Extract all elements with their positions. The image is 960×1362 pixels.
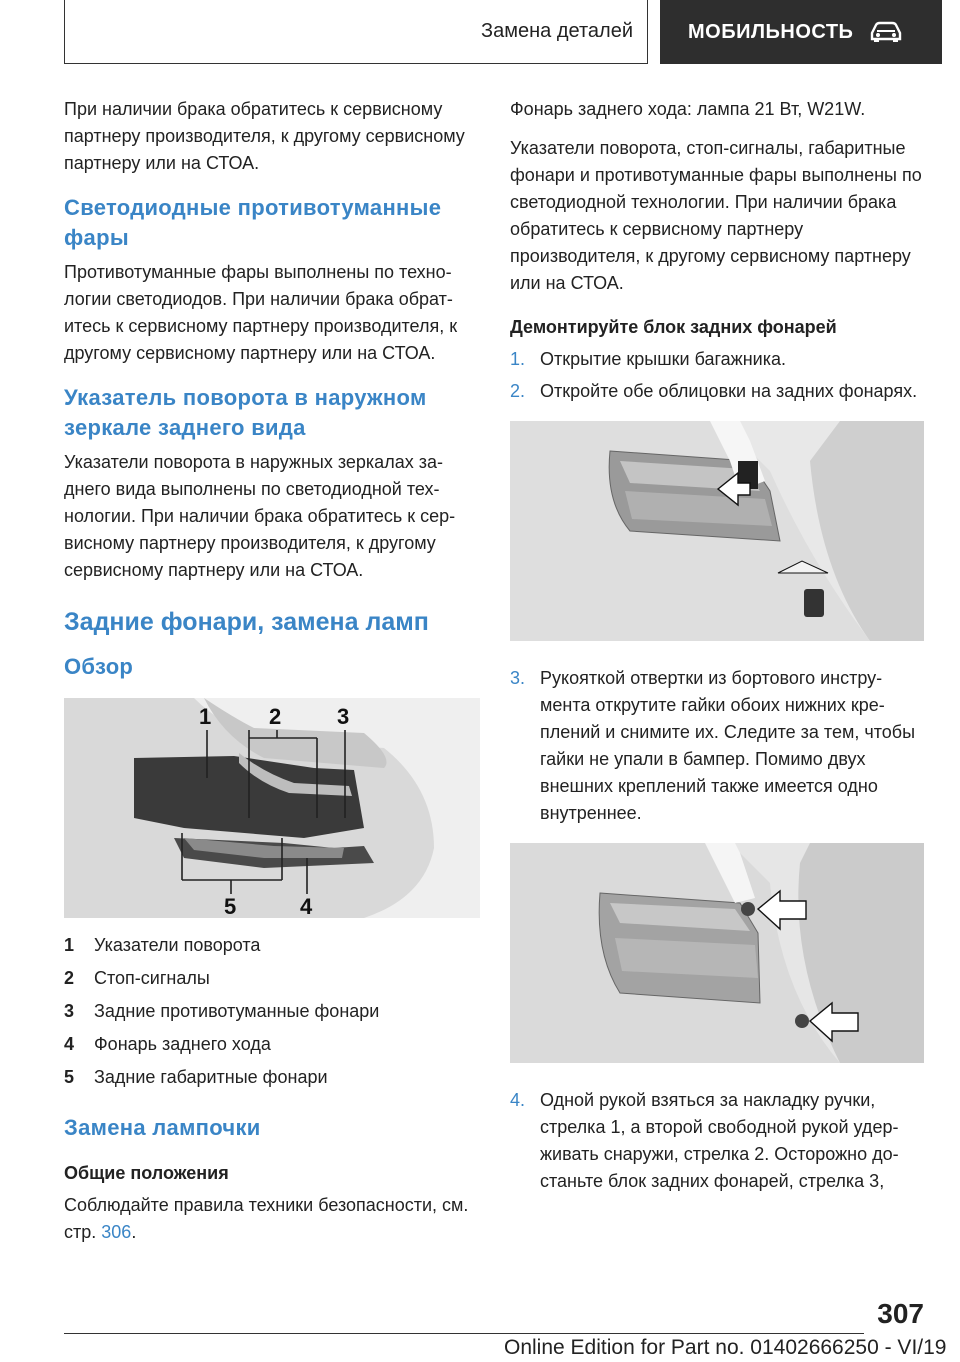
heading-fog-lights: Светодиодные противотуманные фары xyxy=(64,195,442,250)
step-item: 1. Открытие крышки багажника. xyxy=(510,349,786,369)
heading-overview: Обзор xyxy=(64,654,134,679)
screw-removal-figure xyxy=(510,843,924,1063)
heading-remove-unit: Демонтируйте блок задних фонарей xyxy=(510,317,837,337)
right-column xyxy=(510,96,926,1205)
steps-list-a xyxy=(510,346,926,405)
trunk-cover-illustration xyxy=(510,421,924,641)
left-column xyxy=(64,96,482,1258)
step-item: 4. Одной рукой взяться за накладку ручки, стрелка 1, а второй свободной рукой удерживать снаружи, стрелка 2. Осторожно достаньте блок задних фонарей, стрелка 3, xyxy=(510,1090,899,1191)
legend-item: 2 Стоп-сигналы xyxy=(64,968,210,988)
header-section-tab xyxy=(64,0,648,64)
led-paragraph: Указатели поворота, стоп-сигналы, габаритные фонари и противотуманные фары выполнены по светодиодной технологии. При наличии брака обратитесь к сервисному партнеру производителя, к другому сервисному партнеру или на СТОА. xyxy=(510,138,922,293)
heading-bulb-replacement: Замена лампочки xyxy=(64,1115,261,1140)
heading-mirror-indicator: Указатель поворота в наружном зеркале заднего вида xyxy=(64,385,427,440)
callout-5: 5 xyxy=(224,894,237,918)
rear-light-illustration xyxy=(64,698,480,918)
legend-item: 4 Фонарь заднего хода xyxy=(64,1034,271,1054)
intro-paragraph: При наличии брака обратитесь к сервисному партнеру производителя, к другому сервисному партнеру или на СТОА. xyxy=(64,99,465,173)
general-paragraph: Соблюдайте правила техники безопасности, см. стр. 306. xyxy=(64,1195,469,1242)
legend-item: 1 Указатели поворота xyxy=(64,935,261,955)
rear-light-overview-figure xyxy=(64,698,480,918)
footer-rule xyxy=(64,1333,864,1334)
car-icon xyxy=(869,21,903,43)
header-section-title: Замена деталей xyxy=(481,20,633,42)
figure-legend xyxy=(64,932,482,1091)
heading-general: Общие положения xyxy=(64,1163,229,1183)
callout-4: 4 xyxy=(300,894,313,918)
reverse-light-paragraph: Фонарь заднего хода: лампа 21 Вт, W21W. xyxy=(510,99,866,119)
screw-removal-illustration xyxy=(510,843,924,1063)
trunk-open-figure xyxy=(510,421,924,641)
callout-3: 3 xyxy=(337,704,350,729)
step-item: 3. Рукояткой отвертки из бортового инструмента открутите гайки обоих нижних креплений и снимите их. Следите за тем, чтобы гайки не упали в бампер. Помимо двух внешних креплений также имеется одно внутреннее. xyxy=(510,668,916,823)
page-number: 307 xyxy=(877,1298,924,1329)
callout-2: 2 xyxy=(269,704,282,729)
mirror-paragraph: Указатели поворота в наружных зеркалах заднего вида выполнены по светодиодной технологии. При наличии брака обратитесь к сервисному партнеру производителя, к другому сервисному партнеру или на СТОА. xyxy=(64,452,456,580)
legend-item: 3 Задние противотуманные фонари xyxy=(64,1001,380,1021)
header-chapter-tab xyxy=(660,0,942,64)
header-chapter-title: МОБИЛЬНОСТЬ xyxy=(688,20,854,43)
legend-item: 5 Задние габаритные фонари xyxy=(64,1067,328,1087)
footer-edition: Online Edition for Part no. 01402666250 - VI/19 xyxy=(504,1336,947,1359)
steps-list-c xyxy=(510,1087,926,1195)
page-reference-link[interactable]: 306 xyxy=(101,1222,132,1242)
fog-paragraph: Противотуманные фары выполнены по технологии светодиодов. При наличии брака обратитесь к сервисному партнеру производителя, к другому сервисному партнеру или на СТОА. xyxy=(64,262,458,363)
heading-rear-lights: Задние фонари, замена ламп xyxy=(64,608,429,636)
step-item: 2. Откройте обе облицовки на задних фонарях. xyxy=(510,381,918,401)
steps-list-b xyxy=(510,665,926,827)
callout-1: 1 xyxy=(199,704,212,729)
